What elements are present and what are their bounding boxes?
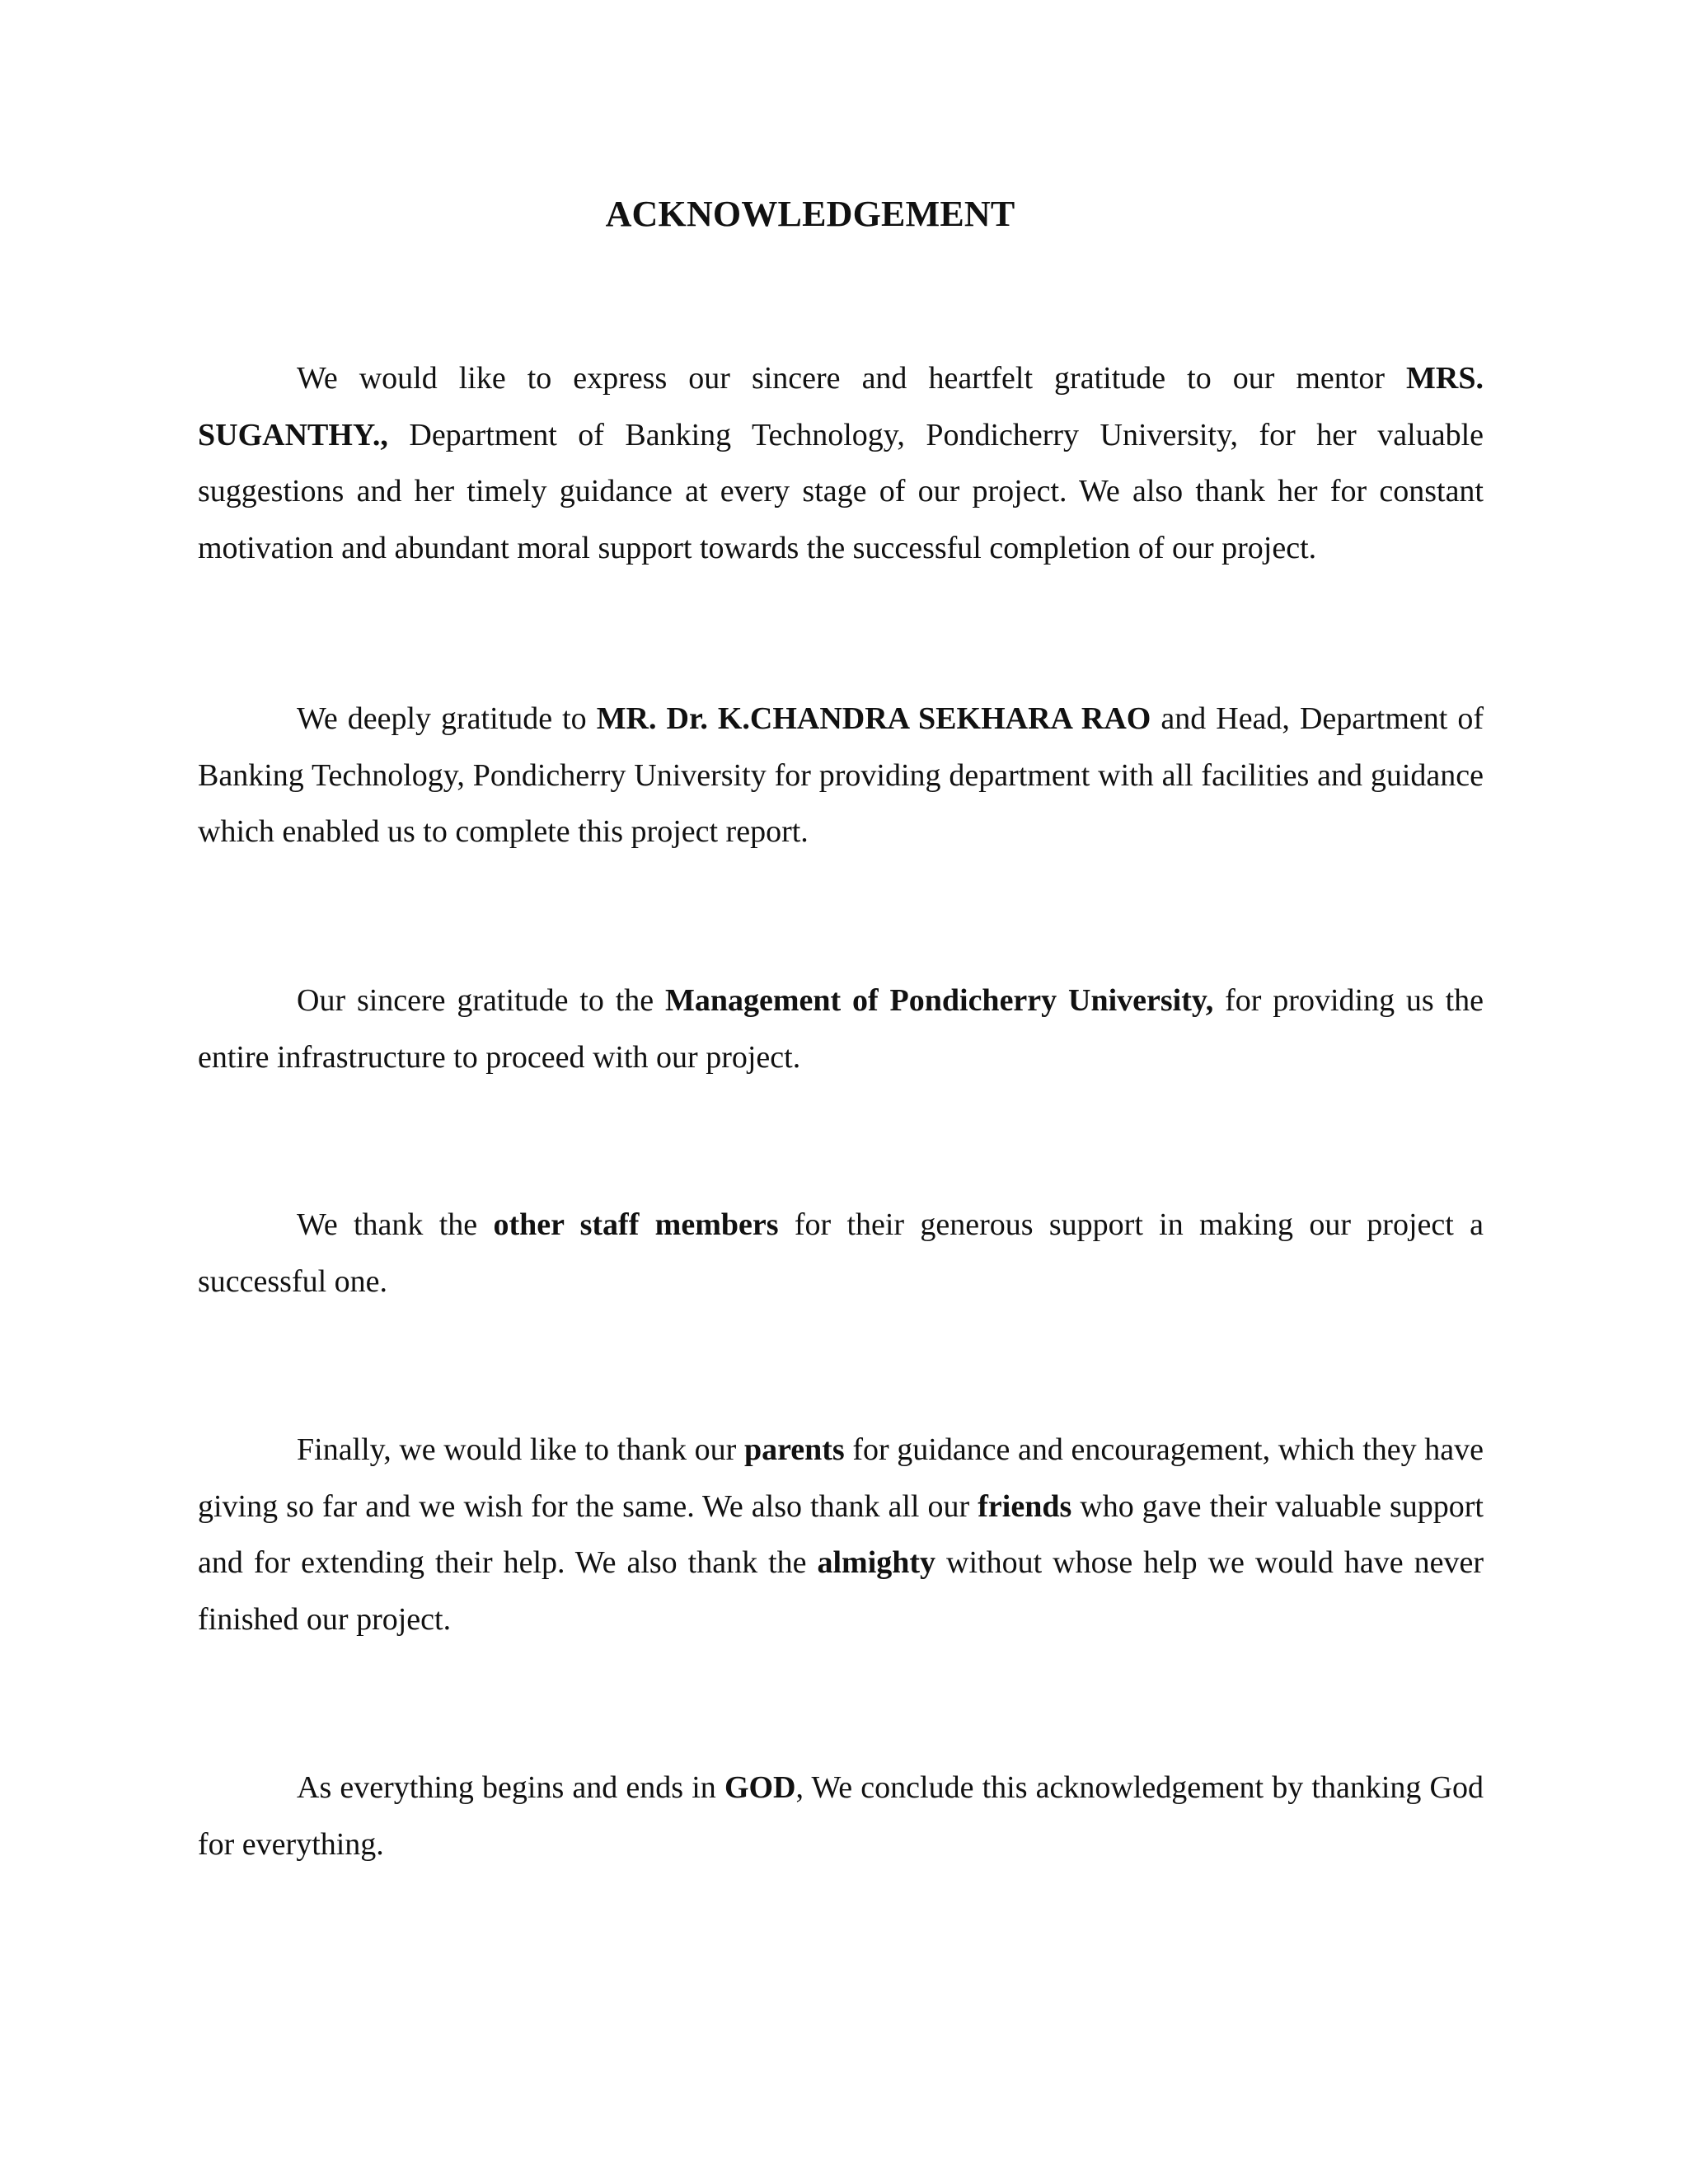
friends-emphasis: friends <box>978 1488 1072 1524</box>
paragraph-text: We thank the <box>297 1207 494 1242</box>
paragraph-text: Our sincere gratitude to the <box>297 983 665 1018</box>
paragraph-text: Finally, we would like to thank our <box>297 1432 744 1467</box>
paragraph-family-thanks <box>198 1422 1484 1647</box>
god-emphasis: GOD <box>724 1770 796 1805</box>
paragraph-text: As everything begins and ends in <box>297 1770 724 1805</box>
paragraph-text: for their generous support in making our project a successful one. <box>198 1207 1484 1299</box>
paragraph-text: , We conclude this acknowledgement by thanking God for everything. <box>198 1770 1484 1862</box>
paragraph-text: without whose help we would have never finished our project. <box>198 1545 1484 1637</box>
paragraph-text: for guidance and encouragement, which they have giving so far and we wish for the same. We also thank all our <box>198 1432 1484 1524</box>
paragraph-text: for providing us the entire infrastructure to proceed with our project. <box>198 983 1484 1075</box>
paragraph-staff-thanks <box>198 1197 1484 1310</box>
paragraph-management-thanks <box>198 972 1484 1085</box>
parents-emphasis: parents <box>743 1432 845 1467</box>
head-name: MR. Dr. K.CHANDRA SEKHARA RAO <box>596 701 1151 736</box>
paragraph-god-thanks <box>198 1760 1484 1872</box>
paragraph-text: who gave their valuable support and for extending their help. We also thank the <box>198 1488 1484 1580</box>
paragraph-mentor-thanks <box>198 350 1484 576</box>
staff-emphasis: other staff members <box>493 1207 779 1242</box>
paragraph-text: We would like to express our sincere and heartfelt gratitude to our mentor <box>297 361 1407 396</box>
almighty-emphasis: almighty <box>817 1545 936 1580</box>
paragraph-text: and Head, Department of Banking Technology, Pondicherry University for providing department with all facilities and guidance which enabled us to complete this project report. <box>198 701 1484 849</box>
paragraph-text: We deeply gratitude to <box>297 701 597 736</box>
management-name: Management of Pondicherry University, <box>665 983 1214 1018</box>
paragraph-head-thanks <box>198 691 1484 860</box>
page-title: ACKNOWLEDGEMENT <box>605 194 1015 234</box>
mentor-name: MRS. SUGANTHY., <box>198 361 1484 452</box>
paragraph-text: Department of Banking Technology, Pondicherry University, for her valuable suggestions and her timely guidance at every stage of our project. We also thank her for constant motivation and abundant moral support towards the successful completion of our project. <box>198 417 1484 565</box>
